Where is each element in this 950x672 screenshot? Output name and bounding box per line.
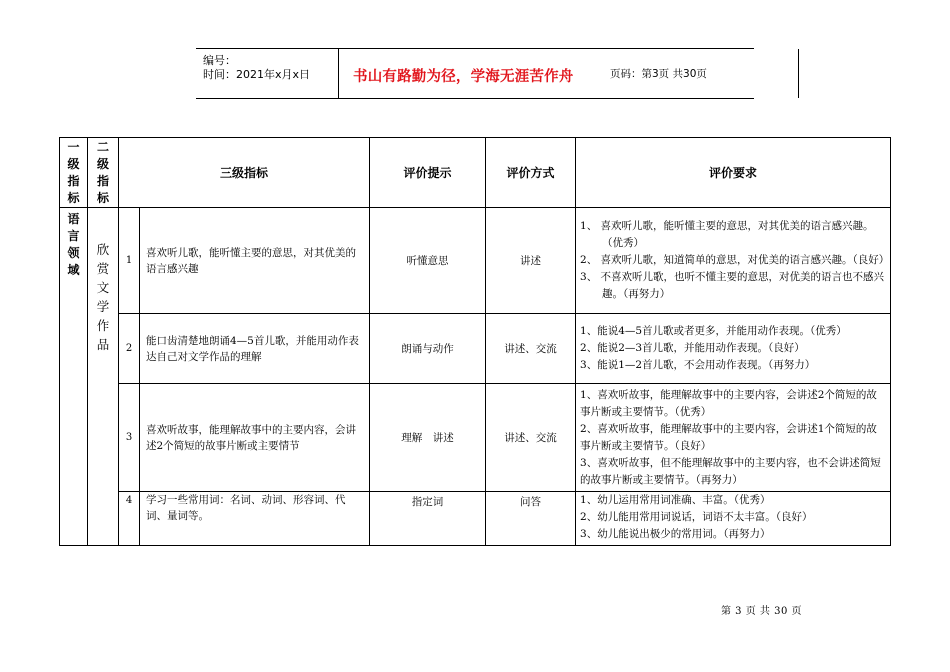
row-number: 2 [119, 314, 140, 384]
requirement-item: 3、幼儿能说出极少的常用词。（再努力） [580, 528, 771, 540]
requirement-item: 1、能说4—5首儿歌或者更多，并能用动作表现。（优秀） [580, 325, 847, 337]
row-requirements [576, 492, 891, 546]
requirement-item: 1、喜欢听故事，能理解故事中的主要内容，会讲述2个简短的故事片断或主要情节。（优秀） [580, 388, 877, 418]
row-hint: 朗诵与动作 [370, 314, 486, 384]
row-requirements [576, 208, 891, 314]
header-hint: 评价提示 [370, 138, 486, 208]
row-method: 讲述 [486, 208, 576, 314]
requirement-item: 2、喜欢听故事，能理解故事中的主要内容，会讲述1个简短的故事片断或主要情节。（良好） [580, 422, 877, 452]
table-row [60, 208, 891, 314]
requirement-item: 2、能说2—3首儿歌，并能用动作表现。（良好） [580, 342, 805, 354]
header-page-cell [606, 49, 754, 98]
header-meta [196, 49, 338, 98]
header-level1: 一 级 指 标 [60, 138, 88, 208]
row-number: 3 [119, 384, 140, 492]
requirement-item: 3、喜欢听故事，但不能理解故事中的主要内容，也不会讲述简短的故事片断或主要情节。（再努力） [580, 456, 881, 486]
page-header [196, 48, 754, 99]
row-indicator: 喜欢听儿歌，能听懂主要的意思，对其优美的语言感兴趣 [140, 208, 370, 314]
motto: 书山有路勤为径，学海无涯苦作舟 [353, 69, 574, 85]
row-indicator: 能口齿清楚地朗诵4—5首儿歌，并能用动作表达自己对文学作品的理解 [140, 314, 370, 384]
row-hint: 指定词 [370, 492, 486, 546]
table-row [60, 492, 891, 546]
row-hint: 理解 讲述 [370, 384, 486, 492]
time-label: 时间：2021年x月x日 [203, 68, 311, 81]
evaluation-table [59, 137, 891, 546]
row-requirements [576, 384, 891, 492]
row-number: 1 [119, 208, 140, 314]
table-row [60, 314, 891, 384]
row-number: 4 [119, 492, 140, 546]
requirement-item: 3、能说1—2首儿歌，不会用动作表现。（再努力） [580, 359, 816, 371]
header-method: 评价方式 [486, 138, 576, 208]
table-row [60, 384, 891, 492]
row-indicator: 学习一些常用词：名词、动词、形容词、代词、量词等。 [140, 492, 370, 546]
page-label: 页码：第3页 共30页 [610, 68, 707, 80]
level2-cell: 欣 赏 文 学 作 品 [88, 208, 119, 546]
row-method: 讲述、交流 [486, 384, 576, 492]
table-header-row [60, 138, 891, 208]
row-indicator: 喜欢听故事，能理解故事中的主要内容，会讲述2个简短的故事片断或主要情节 [140, 384, 370, 492]
header-requirement: 评价要求 [576, 138, 891, 208]
requirement-item: 3、 不喜欢听儿歌，也听不懂主要的意思，对优美的语言也不感兴趣。（再努力） [580, 271, 885, 300]
header-level2: 二 级 指 标 [88, 138, 119, 208]
requirement-item: 2、幼儿能用常用词说话，词语不太丰富。（良好） [580, 511, 813, 523]
level1-cell: 语 言 领 域 [60, 208, 88, 546]
requirement-item: 1、 喜欢听儿歌，能听懂主要的意思，对其优美的语言感兴趣。（优秀） [580, 220, 874, 249]
requirement-item: 2、 喜欢听儿歌，知道简单的意思，对优美的语言感兴趣。（良好） [580, 254, 890, 266]
row-requirements [576, 314, 891, 384]
row-hint: 听懂意思 [370, 208, 486, 314]
row-method: 问答 [486, 492, 576, 546]
requirement-item: 1、幼儿运用常用词准确、丰富。（优秀） [580, 494, 771, 506]
page-footer: 第 3 页 共 30 页 [721, 606, 802, 617]
number-label: 编号： [203, 54, 236, 67]
row-method: 讲述、交流 [486, 314, 576, 384]
header-level3: 三级指标 [119, 138, 370, 208]
